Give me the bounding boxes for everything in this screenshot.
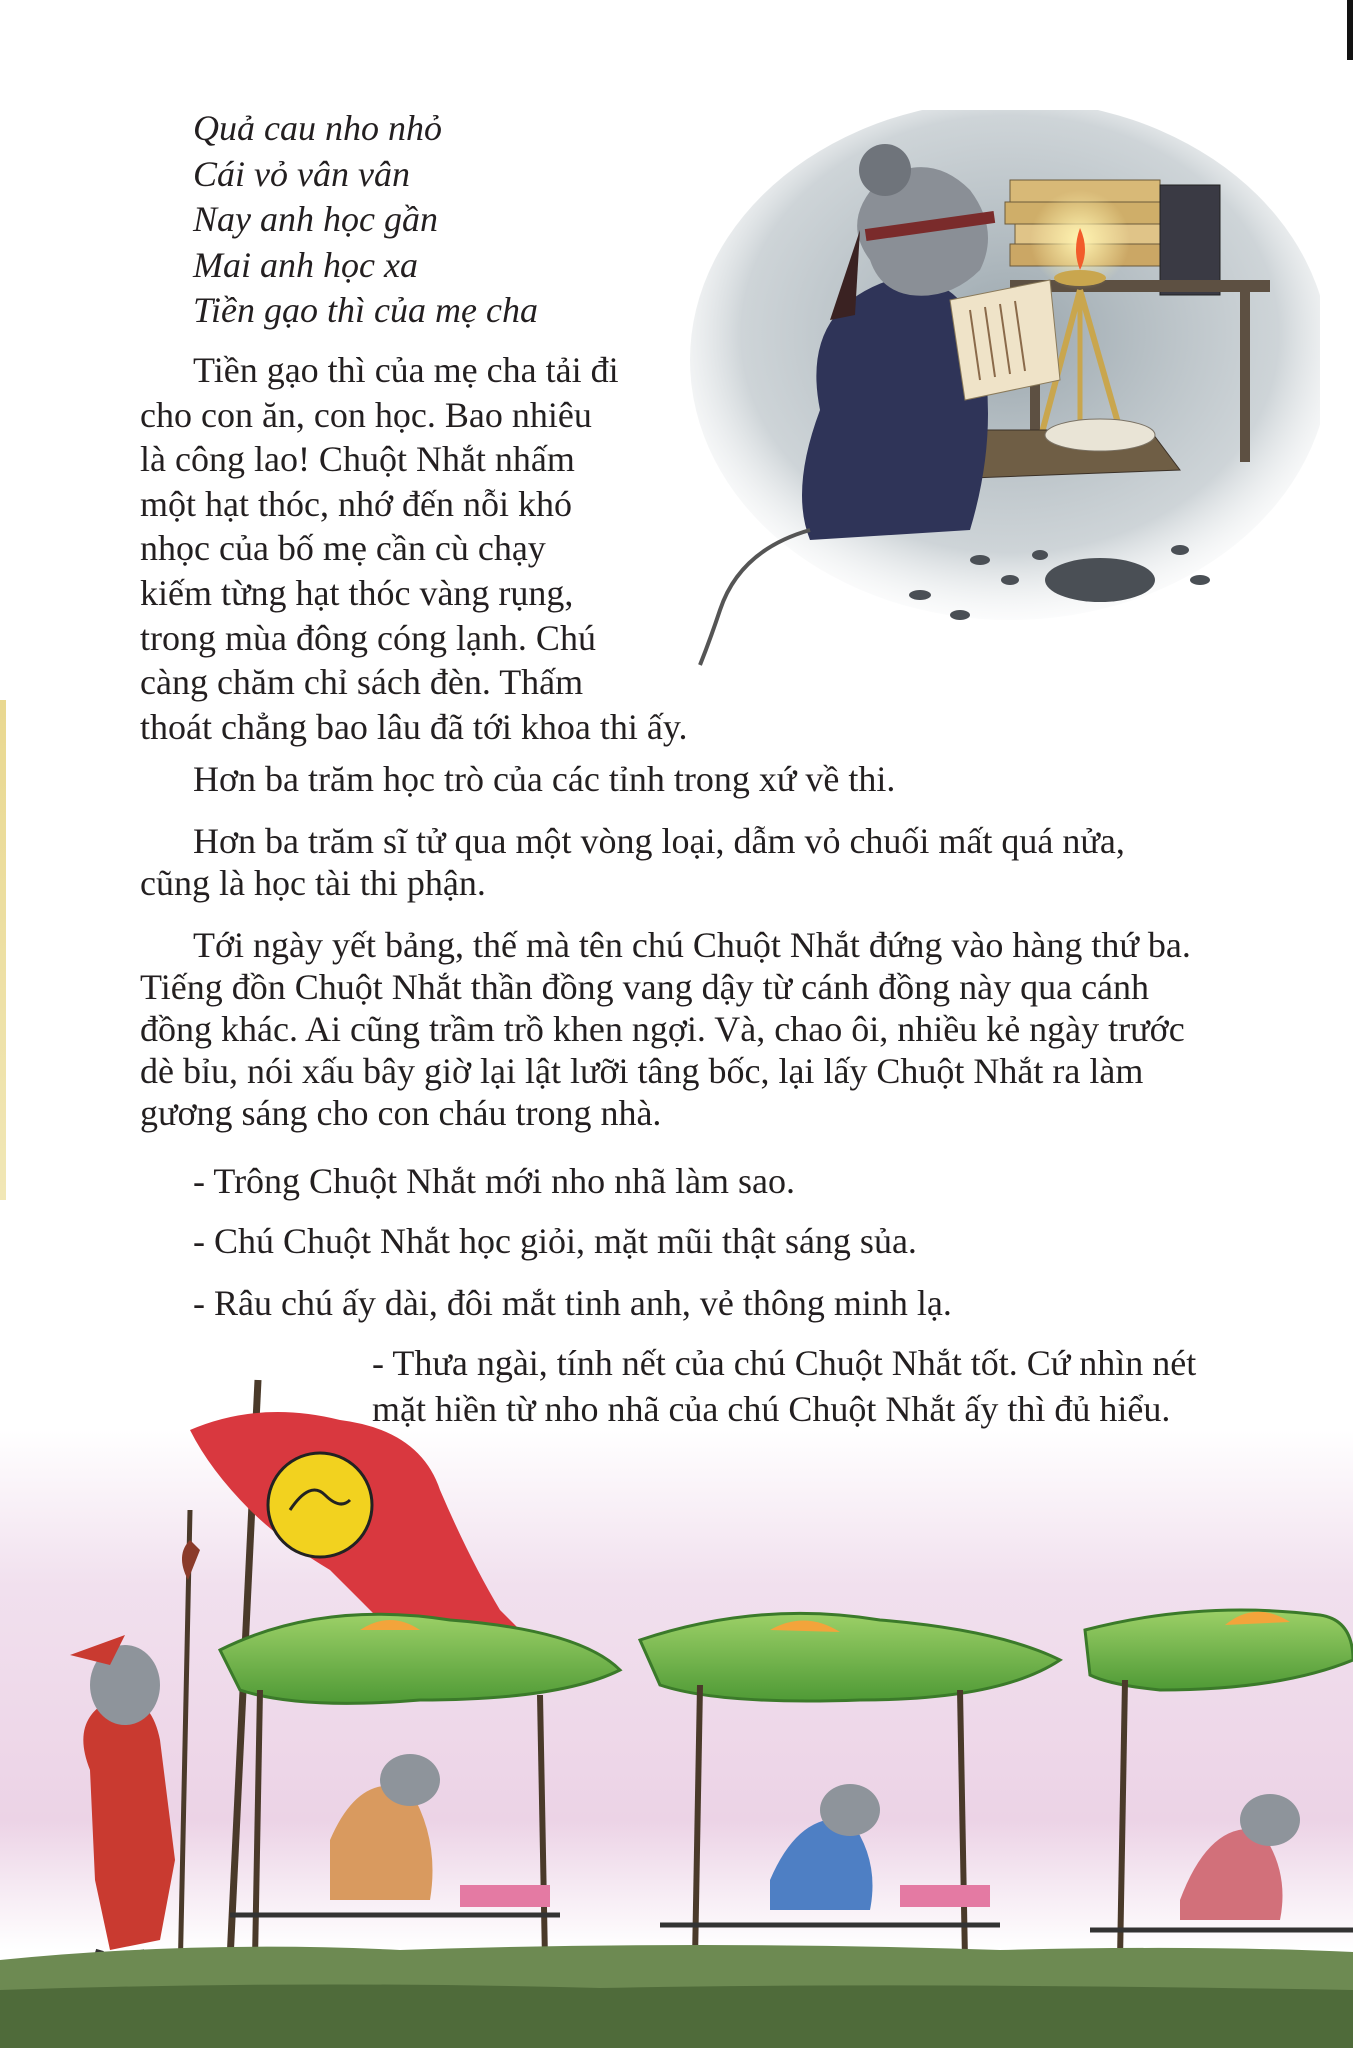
paragraph-line: một hạt thóc, nhớ đến nỗi khó [140,483,572,524]
poem-line: Nay anh học gần [193,199,438,239]
paragraph-line: cho con ăn, con học. Bao nhiêu [140,394,592,435]
paragraph-line: kiếm từng hạt thóc vàng rụng, [140,572,574,613]
poem-line: Cái vỏ vân vân [193,153,410,194]
quote-line: - Chú Chuột Nhắt học giỏi, mặt mũi thật sáng sủa. [193,1221,917,1261]
paragraph-line: trong mùa đông cóng lạnh. Chú [140,617,596,658]
paragraph-3 [140,820,1270,904]
paragraph-line: đồng khác. Ai cũng trầm trồ khen ngợi. Và, chao ôi, nhiều kẻ ngày trước [140,1009,1185,1049]
quote-line: - Thưa ngài, tính nết của chú Chuột Nhắt tốt. Cứ nhìn nét [372,1343,1197,1383]
quote-line: - Trông Chuột Nhắt mới nho nhã làm sao. [193,1161,796,1201]
studying-mouse-illustration [680,110,1320,670]
paragraph-line: Tiền gạo thì của mẹ cha tải đi [193,350,619,390]
exam-tents-illustration [0,1340,1353,2048]
paragraph-line: Tới ngày yết bảng, thế mà tên chú Chuột Nhắt đứng vào hàng thứ ba. [193,925,1191,965]
paragraph-line: gương sáng cho con cháu trong nhà. [140,1093,662,1133]
page-edge-left [0,700,6,1200]
quote-3 [140,1282,1270,1324]
paragraph-line: thoát chẳng bao lâu đã tới khoa thi ấy. [140,706,688,747]
poem-line: Quả cau nho nhỏ [193,108,442,148]
quote-line: mặt hiền từ nho nhã của chú Chuột Nhắt ấy thì đủ hiểu. [372,1389,1171,1429]
page-edge [1347,0,1353,60]
paragraph-line: Hơn ba trăm học trò của các tỉnh trong xứ về thi. [193,759,896,799]
paragraph-line: nhọc của bố mẹ cần cù chạy [140,528,546,569]
quote-1 [140,1160,1270,1202]
quote-line: - Râu chú ấy dài, đôi mắt tinh anh, vẻ thông minh lạ. [193,1283,952,1323]
poem [193,106,538,334]
paragraph-2 [140,758,1270,800]
paragraph-4 [140,924,1270,1134]
quote-2 [140,1220,1270,1262]
quote-last [372,1340,1272,1432]
paragraph-line: dè bỉu, nói xấu bây giờ lại lật lưỡi tâng bốc, lại lấy Chuột Nhắt ra làm [140,1051,1144,1091]
poem-line: Mai anh học xa [193,244,418,285]
paragraph-line: càng chăm chỉ sách đèn. Thấm [140,662,584,703]
paragraph-1 [140,348,760,749]
paragraph-line: Hơn ba trăm sĩ tử qua một vòng loại, dẫm vỏ chuối mất quá nửa, [193,821,1125,861]
paragraph-line: cũng là học tài thi phận. [140,863,486,903]
paragraph-line: là công lao! Chuột Nhắt nhấm [140,439,575,480]
paragraph-line: Tiếng đồn Chuột Nhắt thần đồng vang dậy từ cánh đồng này qua cánh [140,967,1150,1007]
poem-line: Tiền gạo thì của mẹ cha [193,290,538,330]
